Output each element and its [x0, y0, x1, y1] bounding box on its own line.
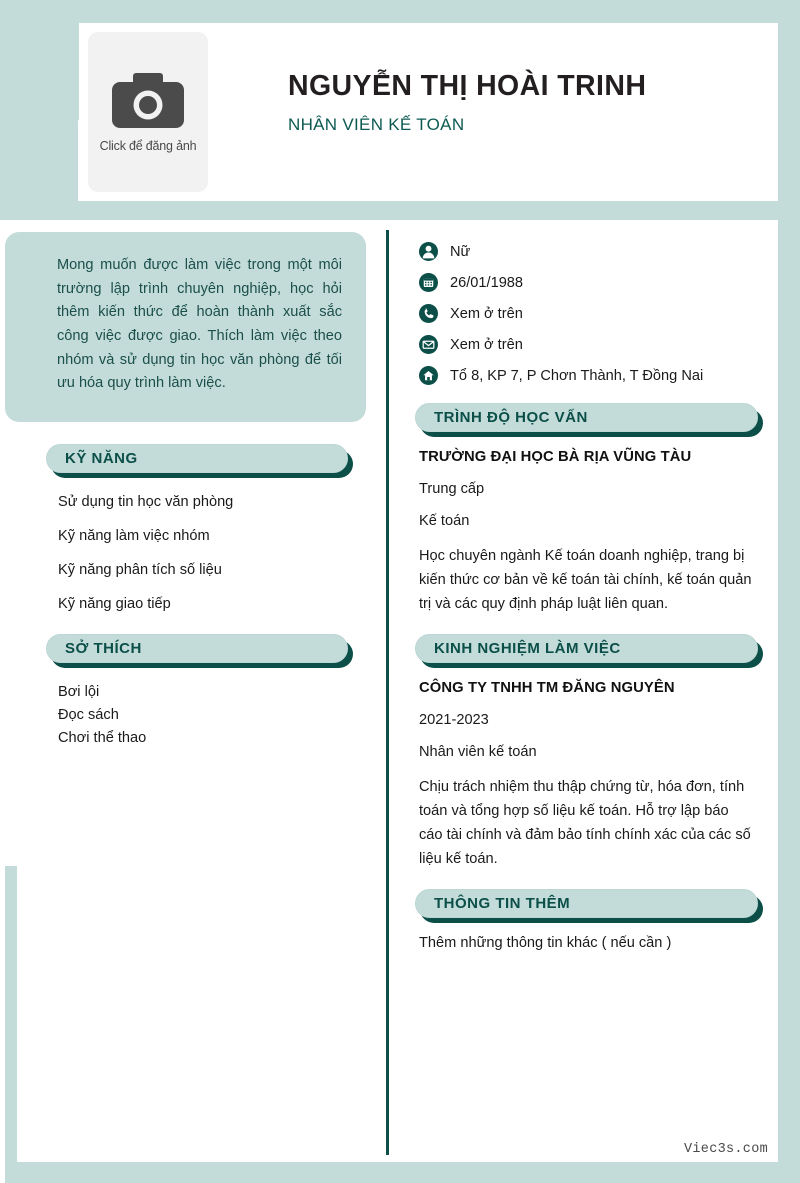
list-item: Đọc sách [58, 706, 119, 723]
summary-card [5, 232, 366, 422]
list-item: Kỹ năng giao tiếp [58, 595, 171, 612]
additional-block [419, 935, 756, 951]
photo-upload-caption: Click để đăng ảnh [99, 139, 197, 153]
experience-description: Chịu trách nhiệm thu thập chứng từ, hóa đơn, tính toán và tổng hợp số liệu kế toán. Hỗ trợ lập báo cáo tài chính và đảm bảo tính chính xác của các số liệu kế toán. [419, 779, 751, 867]
additional-title: THÔNG TIN THÊM [434, 895, 571, 913]
section-header-hobbies [46, 634, 348, 664]
experience-position: Nhân viên kế toán [419, 744, 537, 761]
pill-face [415, 889, 758, 918]
pill-face [415, 634, 758, 663]
education-description: Học chuyên ngành Kế toán doanh nghiệp, trang bị kiến thức cơ bản về kế toán tài chính, kế toán quản trị và các quy định pháp luật liên quan. [419, 548, 752, 612]
contact-row-email [419, 335, 780, 354]
summary-text: Mong muốn được làm việc trong một môi trường lập trình chuyên nghiệp, học hỏi thêm kiến thức để hoàn thành xuất sắc công việc được giao. Thích làm việc theo nhóm và sử dụng tin học văn phòng để tối ưu hóa quy trình làm việc. [57, 257, 342, 392]
calendar-icon [419, 273, 438, 292]
pill-face [46, 444, 348, 473]
contact-value: Xem ở trên [450, 305, 523, 322]
skills-title: KỸ NĂNG [65, 449, 138, 467]
footer-brand: Viec3s.com [683, 1142, 768, 1157]
list-item: Chơi thể thao [58, 729, 147, 746]
list-item: Kỹ năng phân tích số liệu [58, 561, 222, 578]
education-level: Trung cấp [419, 481, 485, 497]
contact-row-address [419, 366, 780, 385]
bottom-teal-band [5, 1162, 800, 1183]
hobbies-title: SỞ THÍCH [65, 639, 142, 657]
photo-upload-button[interactable] [88, 32, 208, 192]
education-major: Kế toán [419, 513, 470, 529]
education-school: TRƯỜNG ĐẠI HỌC BÀ RỊA VŨNG TÀU [419, 449, 692, 465]
home-icon [419, 366, 438, 385]
section-header-education [415, 403, 758, 433]
contact-value: Xem ở trên [450, 336, 523, 353]
email-icon [419, 335, 438, 354]
experience-company: CÔNG TY TNHH TM ĐĂNG NGUYÊN [419, 680, 675, 697]
contact-row-gender [419, 242, 780, 261]
section-header-additional [415, 889, 758, 919]
cv-header [78, 23, 778, 201]
skills-list [58, 494, 366, 612]
column-divider [386, 230, 389, 1155]
person-icon [419, 242, 438, 261]
phone-icon [419, 304, 438, 323]
experience-block [419, 680, 756, 871]
contact-list [419, 242, 780, 385]
experience-period: 2021-2023 [419, 712, 489, 729]
contact-value: Nữ [450, 243, 471, 260]
education-block [419, 449, 756, 616]
camera-icon [112, 71, 184, 129]
pill-face [415, 403, 758, 432]
right-column [405, 220, 780, 967]
left-column [0, 220, 386, 753]
name-block [288, 71, 646, 152]
section-header-skills [46, 444, 348, 474]
candidate-role: NHÂN VIÊN KẾ TOÁN [288, 114, 465, 134]
candidate-name: NGUYỄN THỊ HOÀI TRINH [288, 70, 647, 103]
hobbies-list [58, 684, 366, 746]
pill-face [46, 634, 348, 663]
contact-row-phone [419, 304, 780, 323]
cv-body [0, 220, 800, 1162]
additional-text: Thêm những thông tin khác ( nếu cần ) [419, 935, 672, 952]
list-item: Sử dụng tin học văn phòng [58, 493, 234, 510]
education-title: TRÌNH ĐỘ HỌC VẤN [434, 409, 588, 426]
contact-value: Tổ 8, KP 7, P Chơn Thành, T Đồng Nai [450, 367, 704, 384]
section-header-experience [415, 634, 758, 664]
contact-row-birthdate [419, 273, 780, 292]
experience-title: KINH NGHIỆM LÀM VIỆC [434, 640, 621, 658]
contact-value: 26/01/1988 [450, 274, 524, 291]
list-item: Kỹ năng làm việc nhóm [58, 527, 210, 544]
list-item: Bơi lội [58, 683, 100, 700]
